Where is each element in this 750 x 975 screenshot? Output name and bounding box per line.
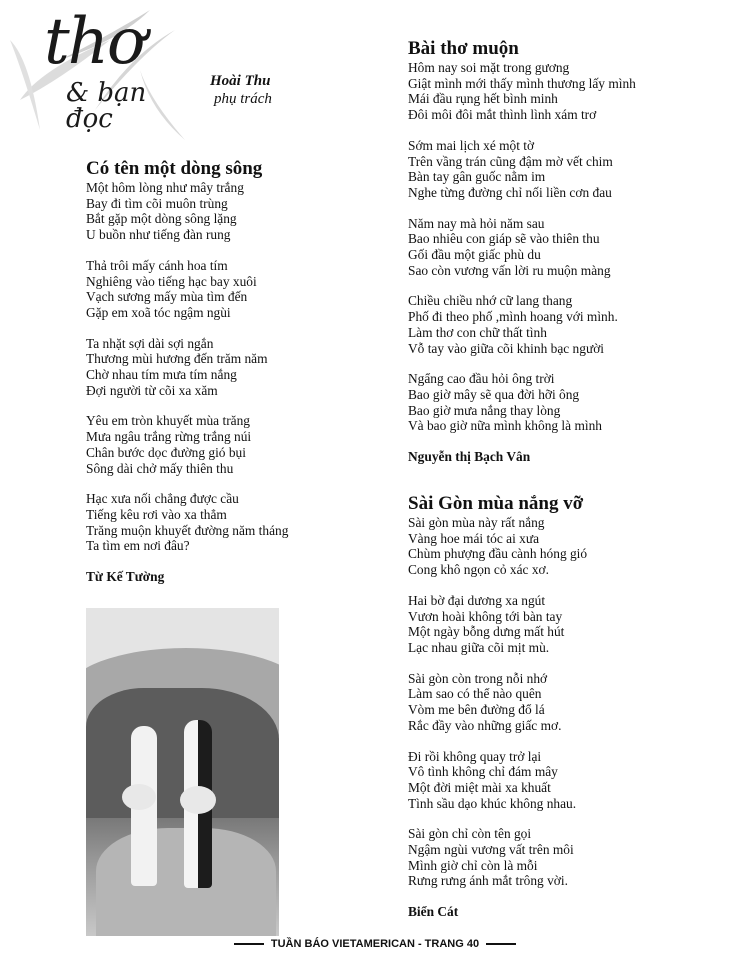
poem-line: Mưa ngâu trắng rừng trắng núi [86,429,252,445]
poem-author: Từ Kế Tường [86,569,165,585]
poem-line: Mái đầu rụng hết bình minh [408,91,558,107]
footer-text: TUẦN BÁO VIETAMERICAN - TRANG 40 [270,938,480,950]
poem-line: Giật mình mới thấy mình thương lấy mình [408,75,636,91]
poem-line: Trên vầng trán cũng đậm mờ vết chim [408,153,613,169]
conical-hat-icon [180,786,216,814]
conical-hat-icon [122,784,156,810]
section-logo [0,0,200,150]
poem-line: Chiều chiều nhớ cữ lang thang [408,293,573,309]
poem-line: Tình sầu dạo khúc không nhau. [408,795,577,811]
editor-credit [210,72,272,108]
logo-subtitle: & bạn đọc [66,78,147,134]
poem-line: Gặp em xoã tóc ngậm ngùi [86,304,231,320]
poem-line: Ngậm ngùi vương vất trên môi [408,842,574,858]
stanza [408,671,728,734]
poem-line: Rắc đầy vào những giấc mơ. [408,717,562,733]
poem-line: Nghe từng đường chỉ nối liền cơn đau [408,184,612,200]
poem-line: Bàn tay gân guốc nằm im [408,169,546,185]
stanza [86,258,356,321]
poem-line: Ngẩng cao đầu hỏi ông trời [408,371,555,387]
poem-line: Vàng hoe mái tóc ai xưa [408,530,540,546]
editor-role: phụ trách [214,91,272,107]
poem-line: Một hôm lòng như mây trắng [86,180,244,195]
photo-two-women-ao-dai [86,608,279,936]
poem-title: Bài thơ muộn [408,38,519,59]
poem-line: Một ngày bỗng dưng mất hút [408,624,565,640]
poem-line: Bao giờ mưa nắng thay lòng [408,402,561,418]
poem-line: Năm nay mà hỏi năm sau [408,215,545,231]
poem-co-ten-mot-dong-song [86,158,356,585]
poem-line: Và bao giờ nữa mình không là mình [408,418,602,434]
poem-line: Mình giờ chỉ còn là mỗi [408,857,538,873]
poem-line: Gối đầu một giấc phù du [408,247,541,263]
poem-line: Bay đi tìm cõi muôn trùng [86,195,228,211]
poem-line: Bao giờ mây sẽ qua đời hỡi ông [408,386,580,402]
poem-line: Vạch sương mấy mùa tìm đến [86,289,248,305]
stanza [408,826,728,889]
poem-bai-tho-muon [408,38,728,465]
poem-line: Lạc nhau giữa cõi mịt mù. [408,639,550,655]
page-footer [0,938,750,950]
poem-line: Chân bước dọc đường gió bụi [86,444,246,460]
poem-line: Yêu em tròn khuyết mùa trăng [86,413,250,429]
stanza [86,413,356,476]
poem-line: Sài gòn còn trong nỗi nhớ [408,670,548,686]
poem-line: Sớm mai lịch xé một tờ [408,137,535,153]
poem-line: Vô tình không chỉ đám mây [408,764,558,780]
stanza [408,293,728,356]
poem-line: U buồn như tiếng đàn rung [86,227,231,243]
poem-line: Phố đi theo phố ,mình hoang với mình. [408,309,618,325]
poem-line: Đôi môi đôi mắt thình lình xám trơ [408,107,597,123]
stanza [408,216,728,279]
poem-line: Sài gòn chỉ còn tên gọi [408,826,532,842]
poem-line: Bao nhiêu con giáp sẽ vào thiên thu [408,231,600,247]
poem-line: Đợi người từ cõi xa xăm [86,382,218,398]
poem-line: Thả trôi mấy cánh hoa tím [86,257,228,273]
poem-line: Chùm phượng đầu cành hóng gió [408,546,588,562]
poem-line: Hôm nay soi mặt trong gương [408,60,570,75]
poem-line: Đi rồi không quay trở lại [408,748,542,764]
stanza [408,60,728,123]
poem-line: Nghiêng vào tiếng hạc bay xuôi [86,273,257,289]
stanza [408,515,728,578]
poem-title: Có tên một dòng sông [86,158,263,179]
poem-line: Bắt gặp một dòng sông lặng [86,211,237,227]
poem-line: Làm sao có thể nào quên [408,686,542,702]
poem-line: Rưng rưng ánh mắt trông vời. [408,873,568,889]
poem-sai-gon-mua-nang-vo [408,493,728,920]
footer-rule-left [234,943,264,945]
stanza [408,749,728,812]
poem-author: Biển Cát [408,904,459,920]
stanza [86,491,356,554]
right-column [408,38,728,920]
poem-line: Vòm me bên đường đổ lá [408,702,545,718]
poem-line: Ta tìm em nơi đâu? [86,538,190,554]
poem-author: Nguyễn thị Bạch Vân [408,449,531,465]
poem-line: Làm thơ con chữ thất tình [408,324,547,340]
poem-line: Trăng muộn khuyết đường năm tháng [86,522,289,538]
stanza [86,336,356,399]
poem-line: Hai bờ đại dương xa ngút [408,592,546,608]
poem-line: Cong khô ngọn cỏ xác xơ. [408,562,549,578]
poem-line: Chờ nhau tím mưa tím nắng [86,367,237,383]
logo-title: thơ [44,5,144,79]
stanza [408,138,728,201]
poem-line: Sao còn vương vấn lời ru muộn màng [408,262,611,278]
stanza [408,593,728,656]
poem-line: Vỗ tay vào giữa cõi khinh bạc người [408,340,605,356]
poem-line: Ta nhặt sợi dài sợi ngắn [86,335,214,351]
poem-line: Vươn hoài không tới bàn tay [408,608,563,624]
poem-title: Sài Gòn mùa nắng vỡ [408,493,584,515]
footer-rule-right [486,943,516,945]
poem-line: Sông dài chở mấy thiên thu [86,460,234,476]
poem-line: Tiếng kêu rơi vào xa thẳm [86,506,227,522]
stanza [408,371,728,434]
poem-line: Sài gòn mùa này rất nắng [408,515,545,531]
poem-line: Hạc xưa nối chẳng được cầu [86,491,239,507]
poem-line: Thương mùi hương đến trăm năm [86,351,268,367]
poem-line: Một đời miệt mài xa khuất [408,779,551,795]
editor-name: Hoài Thu [210,73,271,89]
stanza [86,180,356,243]
